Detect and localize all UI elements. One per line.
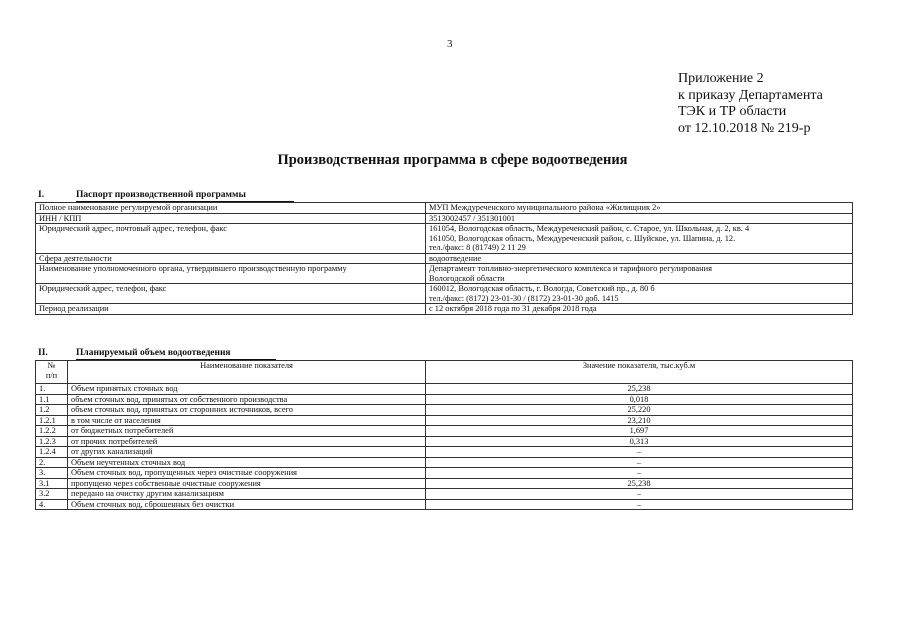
row-value: 25,238 [426, 478, 853, 489]
passport-row [36, 284, 853, 304]
row-number: 4. [36, 499, 68, 510]
volume-row [36, 436, 853, 447]
passport-value-line: 161054, Вологодская область, Междуреченский район, с. Старое, ул. Школьная, д. 2, кв. 4 [429, 224, 750, 233]
volume-row [36, 468, 853, 479]
row-value: – [426, 447, 853, 458]
passport-value [426, 213, 853, 224]
passport-value-line: 161050, Вологодская область, Междуреченский район, с. Шуйское, ул. Шапина, д. 12. [429, 233, 736, 243]
volume-row [36, 489, 853, 500]
row-number: 1. [36, 384, 68, 395]
row-number: 2. [36, 457, 68, 468]
passport-row [36, 264, 853, 284]
row-value: – [426, 499, 853, 510]
section1-title: Паспорт производственной программы [76, 190, 246, 200]
volume-row [36, 394, 853, 405]
row-value: 1,697 [426, 426, 853, 437]
row-number: 1.2.1 [36, 415, 68, 426]
row-number: 1.2.3 [36, 436, 68, 447]
document-title: Производственная программа в сфере водоотведения [277, 152, 628, 168]
passport-value-line: тел./факс: 8 (81749) 2 11 29 [429, 243, 526, 252]
row-number: 3.1 [36, 478, 68, 489]
passport-value-line: водоотведение [429, 253, 482, 263]
passport-value [426, 284, 853, 304]
passport-row [36, 213, 853, 224]
passport-row [36, 304, 853, 315]
row-value: 0,313 [426, 436, 853, 447]
volume-row [36, 405, 853, 416]
row-value: 23,210 [426, 415, 853, 426]
passport-table [35, 202, 853, 315]
volume-table [35, 360, 853, 510]
row-name: Объем сточных вод, сброшенных без очистки [68, 499, 426, 510]
row-number: 3.2 [36, 489, 68, 500]
row-name: пропущено через собственные очистные сооружения [68, 478, 426, 489]
appendix-line: ТЭК и ТР области [678, 104, 787, 119]
row-value: – [426, 457, 853, 468]
appendix-line: от 12.10.2018 № 219-р [678, 120, 811, 136]
row-name: от прочих потребителей [68, 436, 426, 447]
header-cell-value: Значение показателя, тыс.куб.м [426, 361, 853, 384]
passport-value-line: Вологодской области [429, 273, 505, 283]
passport-label: Юридический адрес, почтовый адрес, телефон, факс [36, 224, 426, 254]
volume-row [36, 447, 853, 458]
row-name: Объем неучтенных сточных вод [68, 457, 426, 468]
passport-value [426, 264, 853, 284]
row-value: 0,018 [426, 394, 853, 405]
row-name: от бюджетных потребителей [68, 426, 426, 437]
row-name: передано на очистку другим канализациям [68, 489, 426, 500]
row-value: 25,238 [426, 384, 853, 395]
row-value: – [426, 489, 853, 500]
volume-row [36, 384, 853, 395]
row-number: 1.2 [36, 405, 68, 416]
passport-value-line: 160012, Вологодская область, г. Вологда, Советский пр., д. 80 б [429, 284, 655, 293]
passport-row [36, 203, 853, 214]
section2-number: II. [38, 348, 48, 358]
section2-title: Планируемый объем водоотведения [76, 348, 231, 358]
page-number: 3 [447, 38, 453, 50]
passport-value-line: Департамент топливно-энергетического комплекса и тарифного регулирования [429, 264, 712, 273]
passport-row [36, 224, 853, 254]
row-number: 1.1 [36, 394, 68, 405]
volume-row [36, 478, 853, 489]
volume-row [36, 426, 853, 437]
row-number: 1.2.4 [36, 447, 68, 458]
row-number: 3. [36, 468, 68, 479]
passport-row [36, 253, 853, 264]
row-name: от других канализаций [68, 447, 426, 458]
passport-value-line: МУП Междуреченского муниципального района «Жилищник 2» [429, 203, 661, 212]
volume-row [36, 457, 853, 468]
row-name: Объем сточных вод, пропущенных через очистные сооружения [68, 468, 426, 479]
appendix-line: Приложение 2 [678, 71, 764, 86]
volume-row [36, 415, 853, 426]
passport-label: Сфера деятельности [36, 253, 426, 264]
row-number: 1.2.2 [36, 426, 68, 437]
row-value: 25,220 [426, 405, 853, 416]
passport-label: ИНН / КПП [36, 213, 426, 224]
passport-value [426, 224, 853, 254]
passport-label: Полное наименование регулируемой организации [36, 203, 426, 214]
row-name: в том числе от населения [68, 415, 426, 426]
volume-row [36, 499, 853, 510]
appendix-line: к приказу Департамента [678, 87, 823, 103]
appendix-reference [678, 71, 823, 137]
passport-value [426, 203, 853, 214]
passport-value-line: с 12 октября 2018 года по 31 декабря 2018 года [429, 304, 597, 313]
header-cell-number: № п/п [36, 361, 68, 384]
row-name: объем сточных вод, принятых от собственного производства [68, 394, 426, 405]
row-name: Объем принятых сточных вод [68, 384, 426, 395]
passport-label: Период реализации [36, 304, 426, 315]
section1-number: I. [38, 190, 45, 200]
passport-label: Юридический адрес, телефон, факс [36, 284, 426, 304]
passport-value [426, 304, 853, 315]
passport-value [426, 253, 853, 264]
passport-value-line: 3513002457 / 351301001 [429, 213, 516, 223]
passport-value-line: тел./факс: (8172) 23-01-30 / (8172) 23-01-30 доб. 1415 [429, 293, 619, 303]
row-name: объем сточных вод, принятых от сторонних источников, всего [68, 405, 426, 416]
passport-label: Наименование уполномоченного органа, утвердившего производственную программу [36, 264, 426, 284]
row-value: – [426, 468, 853, 479]
header-cell-name: Наименование показателя [68, 361, 426, 384]
